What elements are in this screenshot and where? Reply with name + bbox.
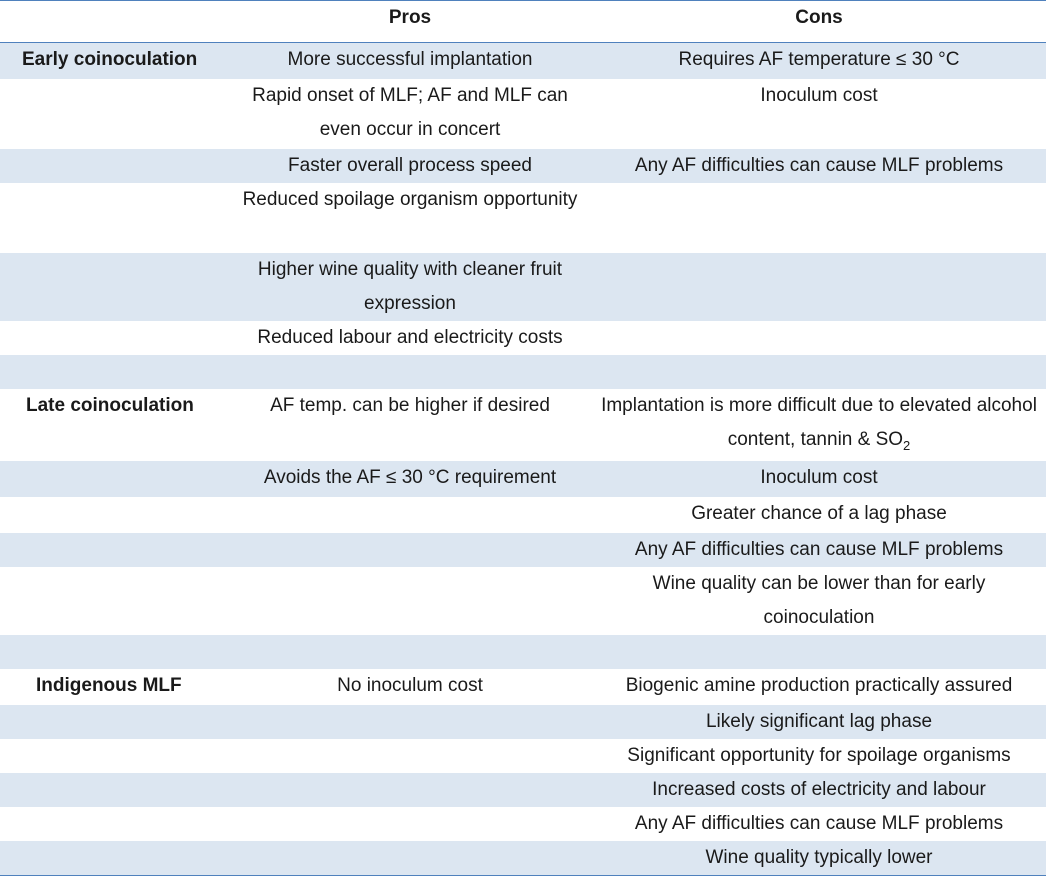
table-row [0, 773, 1046, 807]
table-row [0, 43, 1046, 79]
table-row [0, 79, 1046, 149]
row-group-label [0, 79, 228, 149]
row-group-label [0, 461, 228, 497]
table-row [0, 841, 1046, 876]
pros-cell [228, 497, 592, 533]
pros-cell: Reduced spoilage organism opportunity [242, 188, 578, 210]
table-body [0, 43, 1046, 876]
pros-cell: Avoids the AF ≤ 30 °C requirement [228, 461, 592, 497]
table-row [0, 739, 1046, 773]
cons-cell [592, 321, 1046, 355]
table-row [0, 355, 1046, 389]
table-row [0, 497, 1046, 533]
row-group-label [0, 567, 228, 635]
pros-cell [228, 635, 592, 669]
row-group-label: Indigenous MLF [36, 674, 182, 696]
row-group-label [0, 253, 228, 321]
pros-cell [228, 841, 592, 876]
pros-cell: Reduced labour and electricity costs [257, 326, 563, 348]
pros-cell [228, 807, 592, 841]
cons-cell: Wine quality typically lower [592, 841, 1046, 876]
table-row [0, 567, 1046, 635]
table-row [0, 705, 1046, 739]
row-group-label [0, 149, 228, 183]
table-row [0, 533, 1046, 567]
cons-cell: Greater chance of a lag phase [691, 502, 947, 524]
pros-cell: Higher wine quality with cleaner fruit expression [228, 253, 592, 321]
header-row [0, 1, 1046, 43]
table-row [0, 183, 1046, 253]
cons-subscript: 2 [903, 437, 911, 453]
cons-cell: Inoculum cost [760, 84, 878, 106]
row-group-label [0, 321, 228, 355]
cons-text: Implantation is more difficult due to elevated alcohol content, tannin & SO [601, 394, 1037, 450]
cons-cell: Any AF difficulties can cause MLF problems [592, 149, 1046, 183]
table-row [0, 389, 1046, 461]
pros-cell: Rapid onset of MLF; AF and MLF can even occur in concert [252, 84, 568, 140]
table-row [0, 807, 1046, 841]
table-row [0, 669, 1046, 705]
pros-cell [228, 773, 592, 807]
cons-cell [592, 253, 1046, 321]
pros-cell: Faster overall process speed [228, 149, 592, 183]
cons-cell [592, 183, 1046, 253]
table-row [0, 253, 1046, 321]
table-row [0, 321, 1046, 355]
cons-cell [592, 355, 1046, 389]
row-group-label [0, 739, 228, 773]
cons-cell [592, 635, 1046, 669]
table-row [0, 635, 1046, 669]
cons-cell: Any AF difficulties can cause MLF problems [634, 812, 1004, 834]
cons-cell: Increased costs of electricity and labour [592, 773, 1046, 807]
row-group-label [0, 807, 228, 841]
row-group-label [0, 705, 228, 739]
header-blank [0, 1, 228, 43]
pros-cell: More successful implantation [228, 43, 592, 79]
cons-cell: Any AF difficulties can cause MLF problems [592, 533, 1046, 567]
cons-cell: Biogenic amine production practically assured [625, 674, 1013, 696]
pros-cell [228, 705, 592, 739]
cons-cell: Inoculum cost [592, 461, 1046, 497]
pros-cell [228, 533, 592, 567]
pros-cell [228, 355, 592, 389]
pros-cell [228, 739, 592, 773]
table-row [0, 461, 1046, 497]
cons-cell: Wine quality can be lower than for early coinoculation [652, 572, 986, 628]
cons-cell: Requires AF temperature ≤ 30 °C [592, 43, 1046, 79]
row-group-label: Early coinoculation [0, 43, 228, 79]
row-group-label: Late coinoculation [26, 394, 194, 416]
row-group-label [0, 635, 228, 669]
row-group-label [0, 497, 228, 533]
table-row [0, 149, 1046, 183]
row-group-label [0, 183, 228, 253]
pros-cell: No inoculum cost [337, 674, 483, 696]
header-pros: Pros [228, 1, 592, 43]
row-group-label [0, 773, 228, 807]
pros-cell: AF temp. can be higher if desired [270, 394, 550, 416]
row-group-label [0, 355, 228, 389]
cons-cell: Significant opportunity for spoilage organisms [627, 744, 1011, 766]
pros-cell [228, 567, 592, 635]
header-cons: Cons [592, 1, 1046, 43]
row-group-label [0, 841, 228, 876]
cons-cell [592, 389, 1046, 461]
row-group-label [0, 533, 228, 567]
cons-cell: Likely significant lag phase [592, 705, 1046, 739]
